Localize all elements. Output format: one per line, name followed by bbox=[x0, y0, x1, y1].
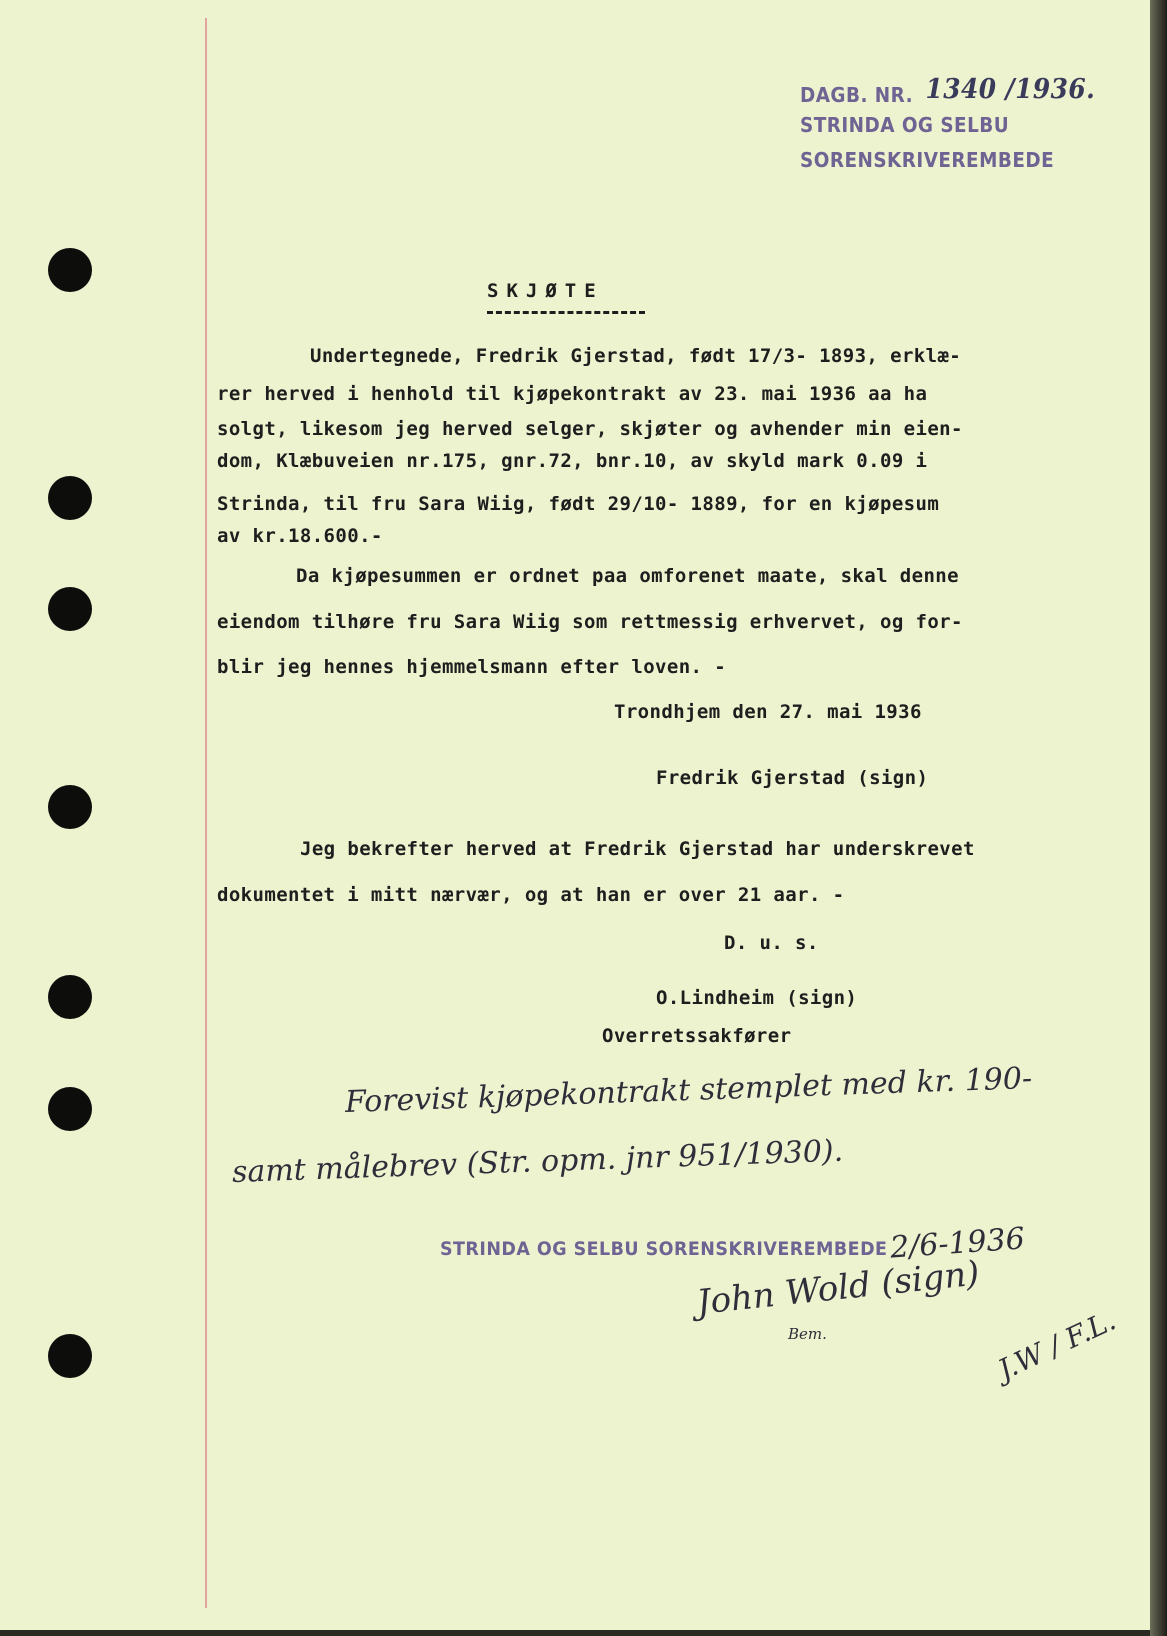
body-line: dom, Klæbuveien nr.175, gnr.72, bnr.10, av skyld mark 0.09 i bbox=[217, 450, 928, 472]
stamp-line-1 bbox=[800, 74, 1096, 109]
scan-edge-shadow bbox=[1150, 0, 1167, 1636]
punch-hole bbox=[48, 1334, 92, 1378]
title-underline bbox=[487, 311, 645, 314]
dus-abbrev: D. u. s. bbox=[724, 932, 819, 954]
body-line: av kr.18.600.- bbox=[217, 525, 383, 547]
handwritten-note-line: samt målebrev (Str. opm. jnr 951/1930). bbox=[231, 1133, 844, 1190]
place-date: Trondhjem den 27. mai 1936 bbox=[614, 701, 922, 723]
body-line: Undertegnede, Fredrik Gjerstad, født 17/3- 1893, erklæ- bbox=[310, 345, 962, 367]
attestation-line: Jeg bekrefter herved at Fredrik Gjerstad har underskrevet bbox=[300, 838, 975, 860]
punch-hole bbox=[48, 248, 92, 292]
court-stamp: STRINDA OG SELBU SORENSKRIVEREMBEDE bbox=[440, 1238, 888, 1260]
punch-hole bbox=[48, 587, 92, 631]
body-line: Da kjøpesummen er ordnet paa omforenet maate, skal denne bbox=[296, 565, 959, 587]
body-line: blir jeg hennes hjemmelsmann efter loven. - bbox=[217, 656, 727, 678]
witness-signature: O.Lindheim (sign) bbox=[656, 987, 858, 1009]
punch-hole bbox=[48, 785, 92, 829]
handwritten-initials: J.W / F.L. bbox=[993, 1303, 1121, 1387]
margin-line bbox=[205, 18, 207, 1608]
handwritten-signature: John Wold (sign) bbox=[694, 1253, 982, 1323]
witness-title: Overretssakfører bbox=[602, 1025, 792, 1047]
attestation-line: dokumentet i mitt nærvær, og at han er over 21 aar. - bbox=[217, 884, 845, 906]
punch-hole bbox=[48, 1087, 92, 1131]
stamp-prefix: DAGB. NR. bbox=[800, 83, 914, 107]
body-line: Strinda, til fru Sara Wiig, født 29/10- 1889, for en kjøpesum bbox=[217, 493, 940, 515]
handwritten-stamp-date: 2/6-1936 bbox=[888, 1221, 1026, 1266]
stamp-line-2: STRINDA OG SELBU bbox=[800, 113, 1010, 137]
document-title: SKJØTE bbox=[487, 280, 604, 302]
body-line: solgt, likesom jeg herved selger, skjøter og avhender min eien- bbox=[217, 418, 963, 440]
punch-hole bbox=[48, 975, 92, 1019]
handwritten-abbrev: Bem. bbox=[788, 1325, 827, 1343]
punch-hole bbox=[48, 476, 92, 520]
body-line: eiendom tilhøre fru Sara Wiig som rettmessig erhvervet, og for- bbox=[217, 611, 963, 633]
handwritten-note-line: Forevist kjøpekontrakt stemplet med kr. 190- bbox=[344, 1061, 1033, 1120]
seller-signature: Fredrik Gjerstad (sign) bbox=[656, 767, 929, 789]
body-line: rer herved i henhold til kjøpekontrakt av 23. mai 1936 aa ha bbox=[217, 383, 928, 405]
handwritten-register-number: 1340 /1936. bbox=[925, 74, 1096, 105]
stamp-line-3: SORENSKRIVEREMBEDE bbox=[800, 148, 1055, 172]
